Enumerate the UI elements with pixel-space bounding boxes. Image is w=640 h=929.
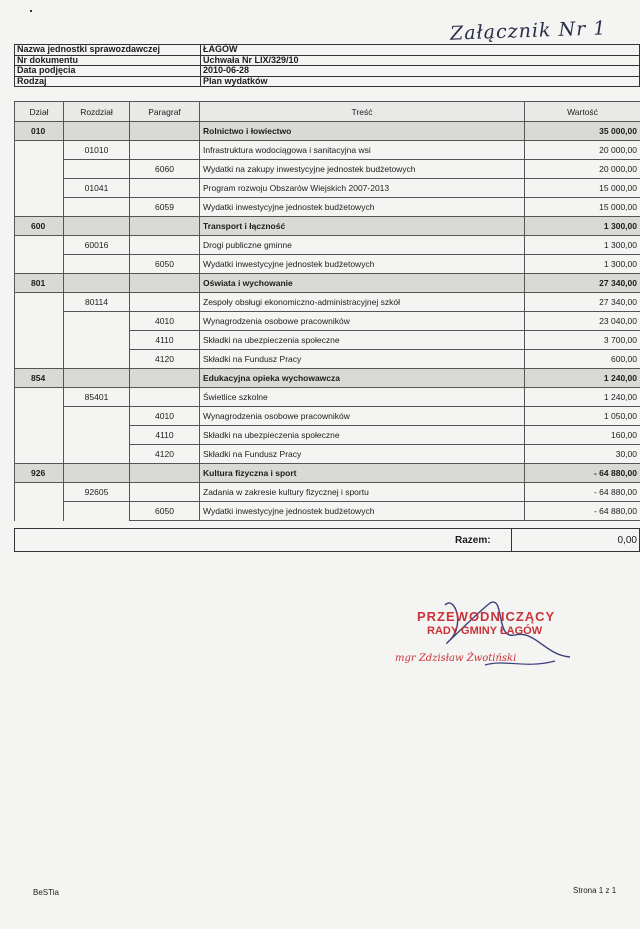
table-row [15,141,640,160]
cell-rozdzial: 80114 [64,293,130,312]
total-row [14,528,640,552]
table-row [15,426,640,445]
cell-wartosc: 23 040,00 [525,312,640,331]
cell-paragraf: 6059 [130,198,200,217]
col-header-paragraf: Paragraf [130,102,200,122]
cell-tresc: Wynagrodzenia osobowe pracowników [200,312,525,331]
table-row [15,217,640,236]
meta-value: ŁAGÓW [201,45,640,56]
table-row [15,274,640,293]
meta-value: Uchwała Nr LIX/329/10 [201,55,640,66]
cell-rozdzial [64,312,130,331]
cell-rozdzial [64,217,130,236]
cell-wartosc: 35 000,00 [525,122,640,141]
cell-paragraf [130,179,200,198]
cell-paragraf [130,274,200,293]
cell-dzial [15,255,64,274]
cell-paragraf [130,388,200,407]
meta-row [15,45,640,56]
cell-tresc: Wydatki inwestycyjne jednostek budżetowych [200,255,525,274]
table-row [15,331,640,350]
cell-rozdzial: 92605 [64,483,130,502]
cell-tresc: Wydatki na zakupy inwestycyjne jednostek budżetowych [200,160,525,179]
cell-dzial: 010 [15,122,64,141]
cell-tresc: Składki na Fundusz Pracy [200,445,525,464]
cell-dzial [15,236,64,255]
cell-paragraf [130,483,200,502]
col-header-tresc: Treść [200,102,525,122]
footer-page-number: Strona 1 z 1 [573,886,617,895]
footer-software: BeSTia [33,888,59,897]
table-row [15,502,640,521]
meta-value: 2010-06-28 [201,66,640,77]
cell-wartosc: 15 000,00 [525,198,640,217]
table-row [15,369,640,388]
table-row [15,483,640,502]
cell-wartosc: 15 000,00 [525,179,640,198]
cell-rozdzial [64,255,130,274]
cell-tresc: Drogi publiczne gminne [200,236,525,255]
cell-wartosc: 1 300,00 [525,255,640,274]
cell-paragraf: 6050 [130,255,200,274]
cell-dzial: 854 [15,369,64,388]
cell-wartosc: - 64 880,00 [525,483,640,502]
cell-tresc: Wynagrodzenia osobowe pracowników [200,407,525,426]
handwritten-annotation: Załącznik Nr 1 [449,17,607,45]
stamp-title: PRZEWODNICZĄCY [417,609,556,624]
cell-dzial: 801 [15,274,64,293]
table-row [15,388,640,407]
cell-rozdzial [64,407,130,426]
cell-rozdzial [64,198,130,217]
total-divider [511,529,512,551]
cell-dzial [15,141,64,160]
cell-tresc: Edukacyjna opieka wychowawcza [200,369,525,388]
cell-tresc: Wydatki inwestycyjne jednostek budżetowych [200,502,525,521]
cell-rozdzial [64,502,130,521]
cell-rozdzial: 01010 [64,141,130,160]
cell-dzial [15,350,64,369]
table-row [15,350,640,369]
stamp-subtitle: RADY GMINY ŁAGÓW [427,625,543,637]
cell-paragraf [130,464,200,483]
cell-rozdzial: 01041 [64,179,130,198]
cell-rozdzial [64,426,130,445]
table-row [15,464,640,483]
table-header [15,102,640,122]
cell-paragraf: 6050 [130,502,200,521]
total-label: Razem: [455,535,491,546]
table-row [15,445,640,464]
cell-wartosc: 27 340,00 [525,274,640,293]
cell-paragraf: 4120 [130,445,200,464]
table-row [15,198,640,217]
cell-tresc: Program rozwoju Obszarów Wiejskich 2007-2013 [200,179,525,198]
cell-dzial [15,198,64,217]
cell-tresc: Zespoły obsługi ekonomiczno-administracyjnej szkół [200,293,525,312]
cell-rozdzial: 85401 [64,388,130,407]
cell-paragraf [130,217,200,236]
cell-wartosc: - 64 880,00 [525,464,640,483]
cell-tresc: Świetlice szkolne [200,388,525,407]
cell-paragraf [130,236,200,255]
cell-tresc: Oświata i wychowanie [200,274,525,293]
cell-wartosc: 1 240,00 [525,369,640,388]
col-header-dzial: Dział [15,102,64,122]
col-header-wartosc: Wartość [525,102,640,122]
scan-speck [30,10,32,12]
table-row [15,236,640,255]
cell-rozdzial: 60016 [64,236,130,255]
cell-dzial [15,312,64,331]
cell-rozdzial [64,350,130,369]
table-row [15,122,640,141]
cell-wartosc: 1 050,00 [525,407,640,426]
cell-dzial [15,331,64,350]
cell-tresc: Transport i łączność [200,217,525,236]
cell-tresc: Składki na ubezpieczenia społeczne [200,331,525,350]
cell-paragraf [130,141,200,160]
meta-key: Rodzaj [15,76,201,87]
cell-rozdzial [64,274,130,293]
document-meta-table [14,44,640,87]
meta-key: Nr dokumentu [15,55,201,66]
cell-paragraf [130,293,200,312]
cell-tresc: Zadania w zakresie kultury fizycznej i sportu [200,483,525,502]
cell-paragraf: 4010 [130,312,200,331]
cell-wartosc: 160,00 [525,426,640,445]
total-value: 0,00 [617,535,637,546]
cell-wartosc: - 64 880,00 [525,502,640,521]
cell-dzial: 600 [15,217,64,236]
cell-tresc: Wydatki inwestycyjne jednostek budżetowych [200,198,525,217]
cell-dzial: 926 [15,464,64,483]
table-row [15,255,640,274]
cell-wartosc: 20 000,00 [525,141,640,160]
cell-rozdzial [64,464,130,483]
cell-rozdzial [64,369,130,388]
cell-dzial [15,160,64,179]
cell-wartosc: 20 000,00 [525,160,640,179]
cell-wartosc: 27 340,00 [525,293,640,312]
cell-dzial [15,407,64,426]
cell-wartosc: 3 700,00 [525,331,640,350]
cell-rozdzial [64,331,130,350]
expenditure-table [14,101,640,521]
table-row [15,179,640,198]
cell-paragraf [130,122,200,141]
cell-wartosc: 600,00 [525,350,640,369]
cell-tresc: Kultura fizyczna i sport [200,464,525,483]
cell-dzial [15,483,64,502]
meta-row [15,76,640,87]
cell-paragraf [130,369,200,388]
meta-value: Plan wydatków [201,76,640,87]
cell-paragraf: 6060 [130,160,200,179]
cell-tresc: Składki na ubezpieczenia społeczne [200,426,525,445]
cell-paragraf: 4110 [130,331,200,350]
table-row [15,293,640,312]
cell-tresc: Składki na Fundusz Pracy [200,350,525,369]
cell-tresc: Rolnictwo i łowiectwo [200,122,525,141]
cell-dzial [15,426,64,445]
meta-row [15,66,640,77]
cell-paragraf: 4120 [130,350,200,369]
cell-dzial [15,502,64,521]
meta-key: Nazwa jednostki sprawozdawczej [15,45,201,56]
meta-row [15,55,640,66]
cell-wartosc: 1 300,00 [525,217,640,236]
cell-wartosc: 1 240,00 [525,388,640,407]
cell-paragraf: 4010 [130,407,200,426]
cell-dzial [15,445,64,464]
table-row [15,407,640,426]
cell-rozdzial [64,160,130,179]
cell-rozdzial [64,122,130,141]
cell-dzial [15,388,64,407]
cell-dzial [15,179,64,198]
cell-rozdzial [64,445,130,464]
meta-key: Data podjęcia [15,66,201,77]
cell-paragraf: 4110 [130,426,200,445]
table-row [15,160,640,179]
table-row [15,312,640,331]
official-stamp [395,595,595,685]
stamp-name: mgr Zdzisław Żwotiński [395,653,517,664]
cell-dzial [15,293,64,312]
cell-wartosc: 1 300,00 [525,236,640,255]
cell-wartosc: 30,00 [525,445,640,464]
col-header-rozdzial: Rozdział [64,102,130,122]
cell-tresc: Infrastruktura wodociągowa i sanitacyjna wsi [200,141,525,160]
